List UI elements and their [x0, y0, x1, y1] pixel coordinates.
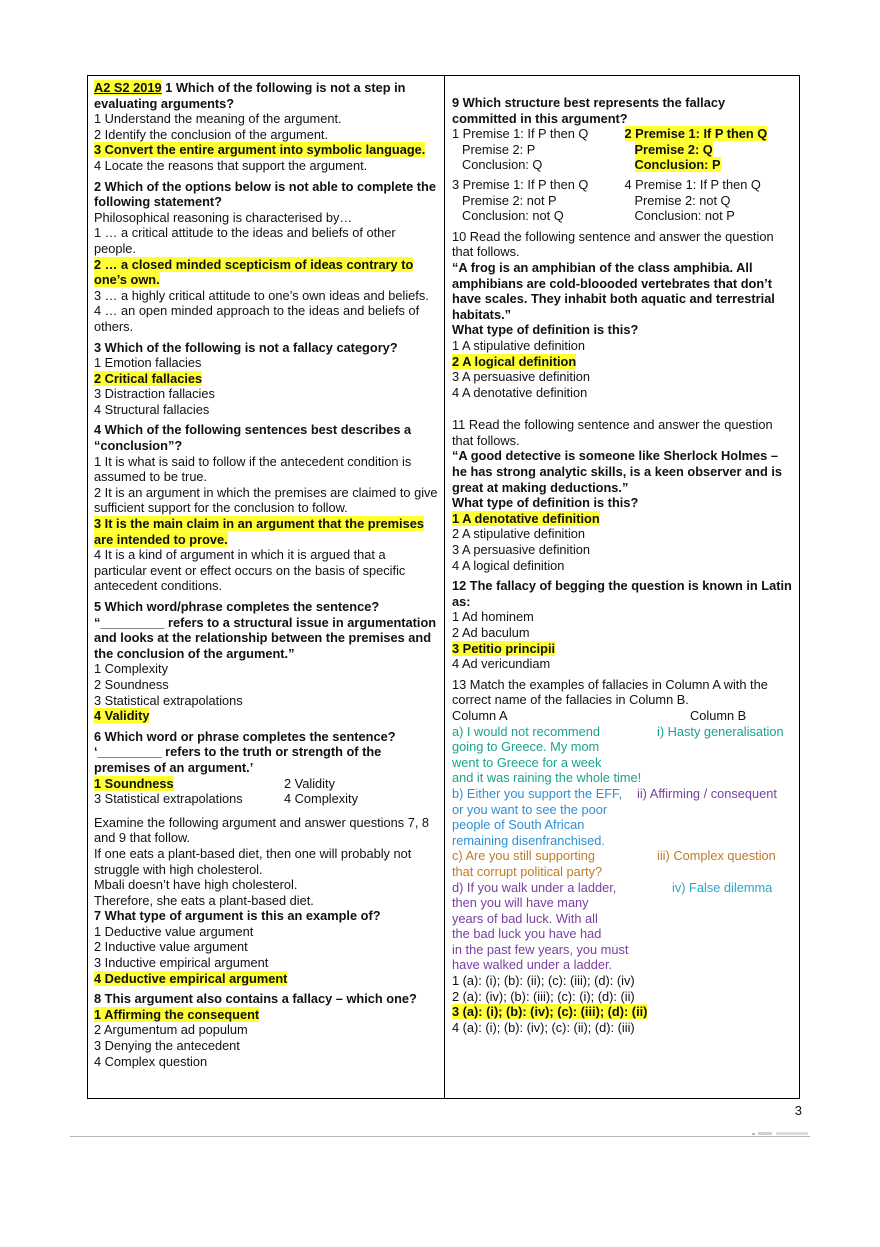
option: 4 (a): (i); (b): (iv); (c): (ii); (d): (iii) [452, 1019, 635, 1035]
option: 4 A denotative definition [452, 384, 588, 400]
option: 3 Distraction fallacies [94, 386, 215, 402]
correct-option: 3 It is the main claim in an argument that the premises are intended to prove. [94, 516, 424, 547]
question-11-intro: 11 Read the following sentence and answer the question that follows. [452, 417, 773, 448]
question-8-title: 8 This argument also contains a fallacy – which one? [94, 991, 417, 1007]
option: 2 Validity [284, 775, 335, 791]
question-9-title: 9 Which structure best represents the fallacy committed in this argument? [452, 95, 726, 126]
correct-option: 3 Petitio principii [452, 640, 556, 656]
correct-option: 1 Affirming the consequent [94, 1006, 260, 1022]
option: 3 A persuasive definition [452, 542, 591, 558]
passage-line: Mbali doesn’t have high cholesterol. [94, 877, 298, 893]
question-10-quote: “A frog is an amphibian of the class amphibia. All amphibians are cold-bloooded vertebrates that don’t have scales. They inhabit both aquatic and terrestrial habitats.” [452, 259, 775, 322]
question-11-title: What type of definition is this? [452, 495, 639, 511]
match-item-d: d) If you walk under a ladder, then you will have many years of bad luck. With all the bad luck you have had in the past few years, you must have walked under a ladder. iv) False dilemma [452, 880, 793, 974]
right-column [445, 76, 799, 1098]
question-2-stem: Philosophical reasoning is characterised by… [94, 209, 353, 225]
question-6-quote: ‘_________ refers to the truth or strength of the premises of an argument.’ [94, 744, 382, 775]
match-item-a: a) I would not recommend going to Greece. My mom went to Greece for a week and it was raining the whole time! i) Hasty generalisation [452, 724, 793, 786]
option: 4 It is a kind of argument in which it is argued that a particular event or effect occurs on the basis of specific antecedent conditions. [94, 547, 406, 594]
left-column [88, 76, 445, 1098]
option: 4 Complexity [284, 791, 358, 807]
option: 3 Statistical extrapolations [94, 692, 243, 708]
match-item-c: c) Are you still supporting that corrupt political party? iii) Complex question [452, 848, 793, 879]
question-1 [94, 80, 438, 174]
option: 1 … a critical attitude to the ideas and beliefs of other people. [94, 225, 396, 256]
question-2-title: 2 Which of the options below is not able to complete the following statement? [94, 178, 436, 210]
fallacy-name: i) Hasty generalisation [657, 723, 784, 739]
column-a-header: Column A [452, 707, 508, 723]
footer-logo-icon [752, 1131, 810, 1137]
question-2 [94, 179, 438, 335]
option: 2 Identify the conclusion of the argument. [94, 126, 329, 142]
option: 2 Argumentum ad populum [94, 1022, 248, 1038]
option: 4 Ad vericundiam [452, 656, 551, 672]
question-11 [452, 417, 793, 573]
correct-option: 2 A logical definition [452, 353, 577, 369]
option: 2 A stipulative definition [452, 526, 586, 542]
option: 1 Ad hominem [452, 609, 534, 625]
passage-intro: Examine the following argument and answer questions 7, 8 and 9 that follow. [94, 814, 430, 846]
option: 2 (a): (iv); (b): (iii); (c): (i); (d): (ii) [452, 988, 635, 1004]
option: 3 A persuasive definition [452, 369, 591, 385]
passage-line: Therefore, she eats a plant-based diet. [94, 892, 314, 908]
correct-option: 2 Critical fallacies [94, 370, 203, 386]
option: 4 Complex question [94, 1053, 208, 1069]
question-4-title: 4 Which of the following sentences best describes a “conclusion”? [94, 422, 412, 454]
question-13-intro: 13 Match the examples of fallacies in Column A with the correct name of the fallacies in Column B. [452, 676, 768, 708]
option: 1 It is what is said to follow if the antecedent condition is assumed to be true. [94, 453, 412, 485]
correct-option: 1 A denotative definition [452, 510, 600, 526]
match-item-b: b) Either you support the EFF, or you want to see the poor people of South African remaining disenfranchised. ii) Affirming / consequent [452, 786, 793, 848]
question-12 [452, 578, 793, 672]
correct-option: 2 … a closed minded scepticism of ideas contrary to one’s own. [94, 256, 414, 288]
option: 3 Denying the antecedent [94, 1038, 240, 1054]
question-10-title: What type of definition is this? [452, 322, 639, 338]
option: 3 Inductive empirical argument [94, 955, 269, 971]
question-3 [94, 340, 438, 418]
column-b-header: Column B [690, 707, 747, 723]
option: 3 … a highly critical attitude to one’s own ideas and beliefs. [94, 287, 429, 303]
option: 2 Soundness [94, 676, 169, 692]
option: 1 Emotion fallacies [94, 355, 202, 371]
question-1-title: A2 S2 2019 1 Which of the following is not a step in evaluating arguments? [94, 80, 406, 111]
question-6 [94, 729, 438, 807]
option: 3 Statistical extrapolations [94, 791, 243, 807]
question-12-title: 12 The fallacy of begging the question is known in Latin as: [452, 578, 792, 609]
option: 4 Structural fallacies [94, 401, 210, 417]
question-13 [452, 677, 793, 1036]
option: 4 A logical definition [452, 557, 565, 573]
structure-3: 3 Premise 1: If P then Q Premise 2: not P Conclusion: not Q [452, 176, 589, 224]
fallacy-name: iii) Complex question [657, 848, 776, 864]
question-5-title: 5 Which word/phrase completes the sentence? [94, 599, 380, 614]
option: 2 Inductive value argument [94, 939, 248, 955]
option: 1 A stipulative definition [452, 337, 586, 353]
option: 4 … an open minded approach to the ideas and beliefs of others. [94, 303, 420, 334]
question-6-title: 6 Which word or phrase completes the sentence? [94, 728, 396, 744]
question-10 [452, 229, 793, 401]
option: 1 (a): (i); (b): (ii); (c): (iii); (d): (iv) [452, 973, 635, 989]
question-5-quote: “_________ refers to a structural issue in argumentation and looks at the relationship between the premises and the conclusion of the argument.” [94, 614, 437, 661]
question-7-title: 7 What type of argument is this an example of? [94, 908, 381, 924]
correct-option: 3 (a): (i); (b): (iv); (c): (iii); (d): (ii) [452, 1004, 648, 1020]
argument-passage [94, 815, 438, 987]
correct-option: 1 Soundness [94, 775, 174, 791]
fallacy-name: iv) False dilemma [672, 879, 773, 895]
question-table [87, 75, 800, 1099]
question-9 [452, 95, 793, 224]
question-11-quote: “A good detective is someone like Sherlock Holmes – he has strong analytic skills, is a keen observer and is great at making deductions.” [452, 448, 783, 495]
structure-2-correct: 2 Premise 1: If P then Q Premise 2: Q Conclusion: P [624, 126, 768, 173]
option: 2 It is an argument in which the premises are claimed to give sufficient support for the conclusion to follow. [94, 484, 438, 516]
correct-option: 4 Deductive empirical argument [94, 970, 288, 986]
question-10-intro: 10 Read the following sentence and answer the question that follows. [452, 228, 774, 260]
question-3-title: 3 Which of the following is not a fallacy category? [94, 339, 398, 355]
structure-1: 1 Premise 1: If P then Q Premise 2: P Conclusion: Q [452, 126, 589, 173]
option: 4 Locate the reasons that support the argument. [94, 157, 368, 173]
option: 1 Understand the meaning of the argument. [94, 111, 342, 127]
structure-4: 4 Premise 1: If P then Q Premise 2: not Q Conclusion: not P [624, 176, 761, 224]
page-number: 3 [794, 1103, 802, 1118]
passage-line: If one eats a plant-based diet, then one will probably not struggle with high cholesterol. [94, 845, 412, 877]
correct-option: 3 Convert the entire argument into symbolic language. [94, 142, 426, 158]
correct-option: 4 Validity [94, 708, 150, 724]
question-4 [94, 422, 438, 594]
option: 1 Deductive value argument [94, 923, 254, 939]
question-5 [94, 599, 438, 724]
question-8 [94, 991, 438, 1069]
fallacy-name: ii) Affirming / consequent [637, 785, 777, 801]
option: 2 Ad baculum [452, 625, 530, 640]
footer-divider [70, 1136, 810, 1137]
exam-tag: A2 S2 2019 [94, 80, 162, 95]
option: 1 Complexity [94, 661, 168, 677]
